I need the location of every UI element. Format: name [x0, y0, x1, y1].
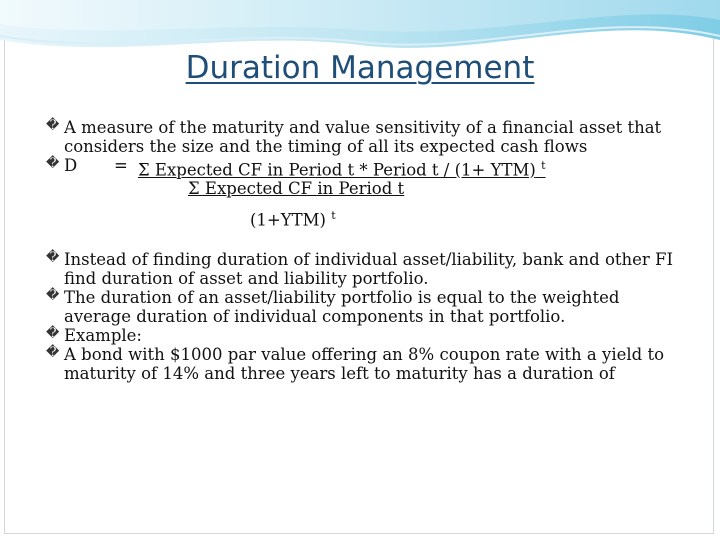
denominator-sub-exponent: t — [331, 209, 336, 222]
list-item — [46, 118, 686, 156]
bullet-icon: � — [46, 288, 60, 303]
formula-numerator — [138, 156, 546, 180]
list-item — [46, 288, 686, 326]
bullet-icon: � — [46, 118, 60, 133]
bullet-text: Example: — [64, 326, 142, 345]
page-title: Duration Management — [185, 50, 535, 86]
formula-denominator-sub — [250, 206, 336, 230]
numerator-text: Σ Expected CF in Period t * Period t / (1+ YTM) — [138, 160, 536, 180]
list-item — [46, 326, 686, 345]
bullet-icon: � — [46, 250, 60, 265]
numerator-exponent: t — [541, 159, 546, 172]
list-item — [46, 345, 686, 383]
bullet-icon: � — [46, 345, 60, 360]
denominator-sub-text: (1+YTM) — [250, 210, 326, 230]
formula-equals: = — [114, 156, 128, 175]
list-item — [46, 250, 686, 288]
bullet-text: A bond with $1000 par value offering an 8% coupon rate with a yield to maturity of 14% and three years left to maturity has a duration of — [64, 345, 665, 383]
bullet-text: The duration of an asset/liability portfolio is equal to the weighted average duration of individual components in that portfolio. — [64, 288, 620, 326]
bullet-text: A measure of the maturity and value sensitivity of a financial asset that considers the size and the timing of all its expected cash flows — [64, 118, 662, 156]
bullet-text: Instead of finding duration of individual asset/liability, bank and other FI find duration of asset and liability portfolio. — [64, 250, 674, 288]
duration-formula — [46, 156, 686, 236]
bullet-icon: � — [46, 156, 60, 171]
bullet-icon: � — [46, 326, 60, 341]
formula-lhs: D — [64, 156, 78, 175]
slide-content — [46, 118, 686, 383]
formula-denominator: Σ Expected CF in Period t — [188, 179, 405, 198]
